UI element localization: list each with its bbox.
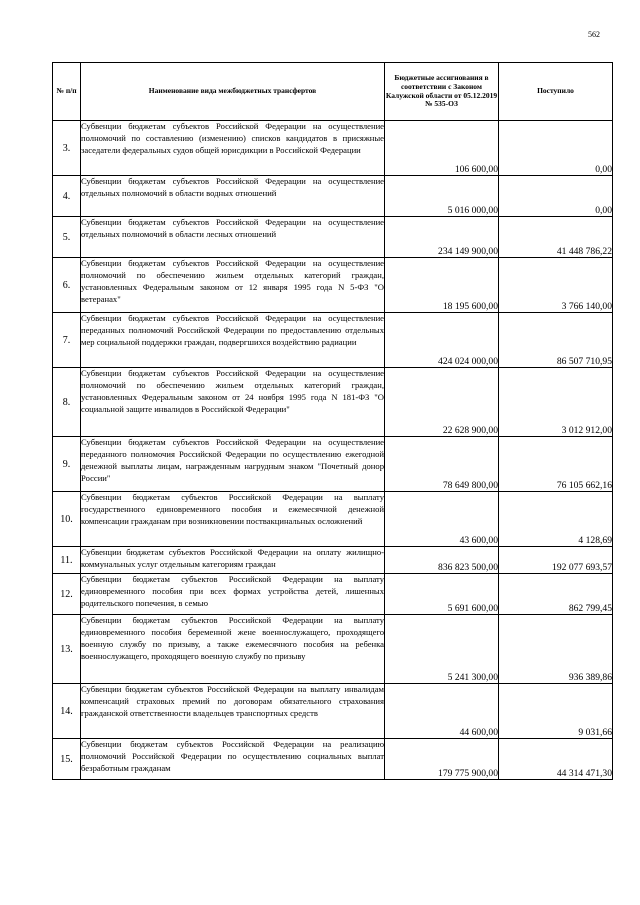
row-number: 4. [53,176,81,217]
assigned-amount: 836 823 500,00 [385,547,499,574]
row-number: 12. [53,574,81,615]
transfer-name: Субвенции бюджетам субъектов Российской Федерации на осуществление полномочий по обеспечению жильем отдельных категорий граждан, установленных Федеральным законом от 24 ноября 1995 года N 181-ФЗ "О социальной защите инвалидов в Российской Федерации" [81,368,385,437]
table-row [53,121,613,176]
transfer-name: Субвенции бюджетам субъектов Российской Федерации на осуществление отдельных полномочий в области водных отношений [81,176,385,217]
received-amount: 41 448 786,22 [499,217,613,258]
table-row [53,492,613,547]
received-amount: 192 077 693,57 [499,547,613,574]
header-received: Поступило [499,63,613,121]
received-amount: 9 031,66 [499,684,613,739]
assigned-amount: 5 241 300,00 [385,615,499,684]
table-row [53,217,613,258]
assigned-amount: 5 691 600,00 [385,574,499,615]
received-amount: 0,00 [499,121,613,176]
header-num: № п/п [53,63,81,121]
transfers-table [52,62,613,780]
row-number: 7. [53,313,81,368]
assigned-amount: 424 024 000,00 [385,313,499,368]
table-row [53,313,613,368]
assigned-amount: 179 775 900,00 [385,739,499,780]
table-row [53,574,613,615]
transfer-name: Субвенции бюджетам субъектов Российской Федерации на выплату единовременного пособия беременной жене военнослужащего, проходящего военную службу по призыву, а также ежемесячного пособия на ребенка военнослужащего, проходящего военную службу по призыву [81,615,385,684]
transfer-name: Субвенции бюджетам субъектов Российской Федерации на осуществление отдельных полномочий в области лесных отношений [81,217,385,258]
received-amount: 862 799,45 [499,574,613,615]
table-row [53,615,613,684]
received-amount: 0,00 [499,176,613,217]
table-row [53,739,613,780]
header-assigned: Бюджетные ассигнования в соответствии с Законом Калужской области от 05.12.2019 № 535-ОЗ [385,63,499,121]
assigned-amount: 22 628 900,00 [385,368,499,437]
transfer-name: Субвенции бюджетам субъектов Российской Федерации на осуществление переданных полномочий Российской Федерации по предоставлению отдельных мер социальной поддержки граждан, подвергшихся воздействию радиации [81,313,385,368]
assigned-amount: 78 649 800,00 [385,437,499,492]
row-number: 15. [53,739,81,780]
row-number: 9. [53,437,81,492]
row-number: 11. [53,547,81,574]
transfer-name: Субвенции бюджетам субъектов Российской Федерации на выплату государственного единовременного пособия и ежемесячной денежной компенсации гражданам при возникновении поствакцинальных осложнений [81,492,385,547]
row-number: 10. [53,492,81,547]
row-number: 14. [53,684,81,739]
assigned-amount: 18 195 600,00 [385,258,499,313]
received-amount: 936 389,86 [499,615,613,684]
row-number: 6. [53,258,81,313]
table-header-row [53,63,613,121]
assigned-amount: 106 600,00 [385,121,499,176]
table-row [53,176,613,217]
row-number: 13. [53,615,81,684]
assigned-amount: 44 600,00 [385,684,499,739]
transfer-name: Субвенции бюджетам субъектов Российской Федерации на реализацию полномочий Российской Федерации по осуществлению социальных выплат безработным гражданам [81,739,385,780]
received-amount: 86 507 710,95 [499,313,613,368]
table-body [53,121,613,780]
assigned-amount: 5 016 000,00 [385,176,499,217]
table-row [53,258,613,313]
transfer-name: Субвенции бюджетам субъектов Российской Федерации на выплату единовременного пособия при всех формах устройства детей, лишенных родительского попечения, в семью [81,574,385,615]
received-amount: 76 105 662,16 [499,437,613,492]
assigned-amount: 43 600,00 [385,492,499,547]
received-amount: 3 766 140,00 [499,258,613,313]
row-number: 5. [53,217,81,258]
transfer-name: Субвенции бюджетам субъектов Российской Федерации на осуществление полномочий по составлению (изменению) списков кандидатов в присяжные заседатели федеральных судов общей юрисдикции в Российской Федерации [81,121,385,176]
row-number: 8. [53,368,81,437]
received-amount: 3 012 912,00 [499,368,613,437]
table-row [53,547,613,574]
transfer-name: Субвенции бюджетам субъектов Российской Федерации на осуществление переданного полномочия Российской Федерации по осуществлению ежегодной денежной выплаты лицам, награжденным нагрудным знаком "Почетный донор России" [81,437,385,492]
assigned-amount: 234 149 900,00 [385,217,499,258]
table-row [53,437,613,492]
header-name: Наименование вида межбюджетных трансфертов [81,63,385,121]
transfer-name: Субвенции бюджетам субъектов Российской Федерации на оплату жилищно-коммунальных услуг отдельным категориям граждан [81,547,385,574]
received-amount: 44 314 471,30 [499,739,613,780]
table-row [53,368,613,437]
transfer-name: Субвенции бюджетам субъектов Российской Федерации на осуществление полномочий по обеспечению жильем отдельных категорий граждан, установленных Федеральным законом от 12 января 1995 года N 5-ФЗ "О ветеранах" [81,258,385,313]
received-amount: 4 128,69 [499,492,613,547]
row-number: 3. [53,121,81,176]
transfer-name: Субвенции бюджетам субъектов Российской Федерации на выплату инвалидам компенсаций страховых премий по договорам обязательного страхования гражданской ответственности владельцев транспортных средств [81,684,385,739]
page-number: 562 [588,30,600,39]
table-row [53,684,613,739]
